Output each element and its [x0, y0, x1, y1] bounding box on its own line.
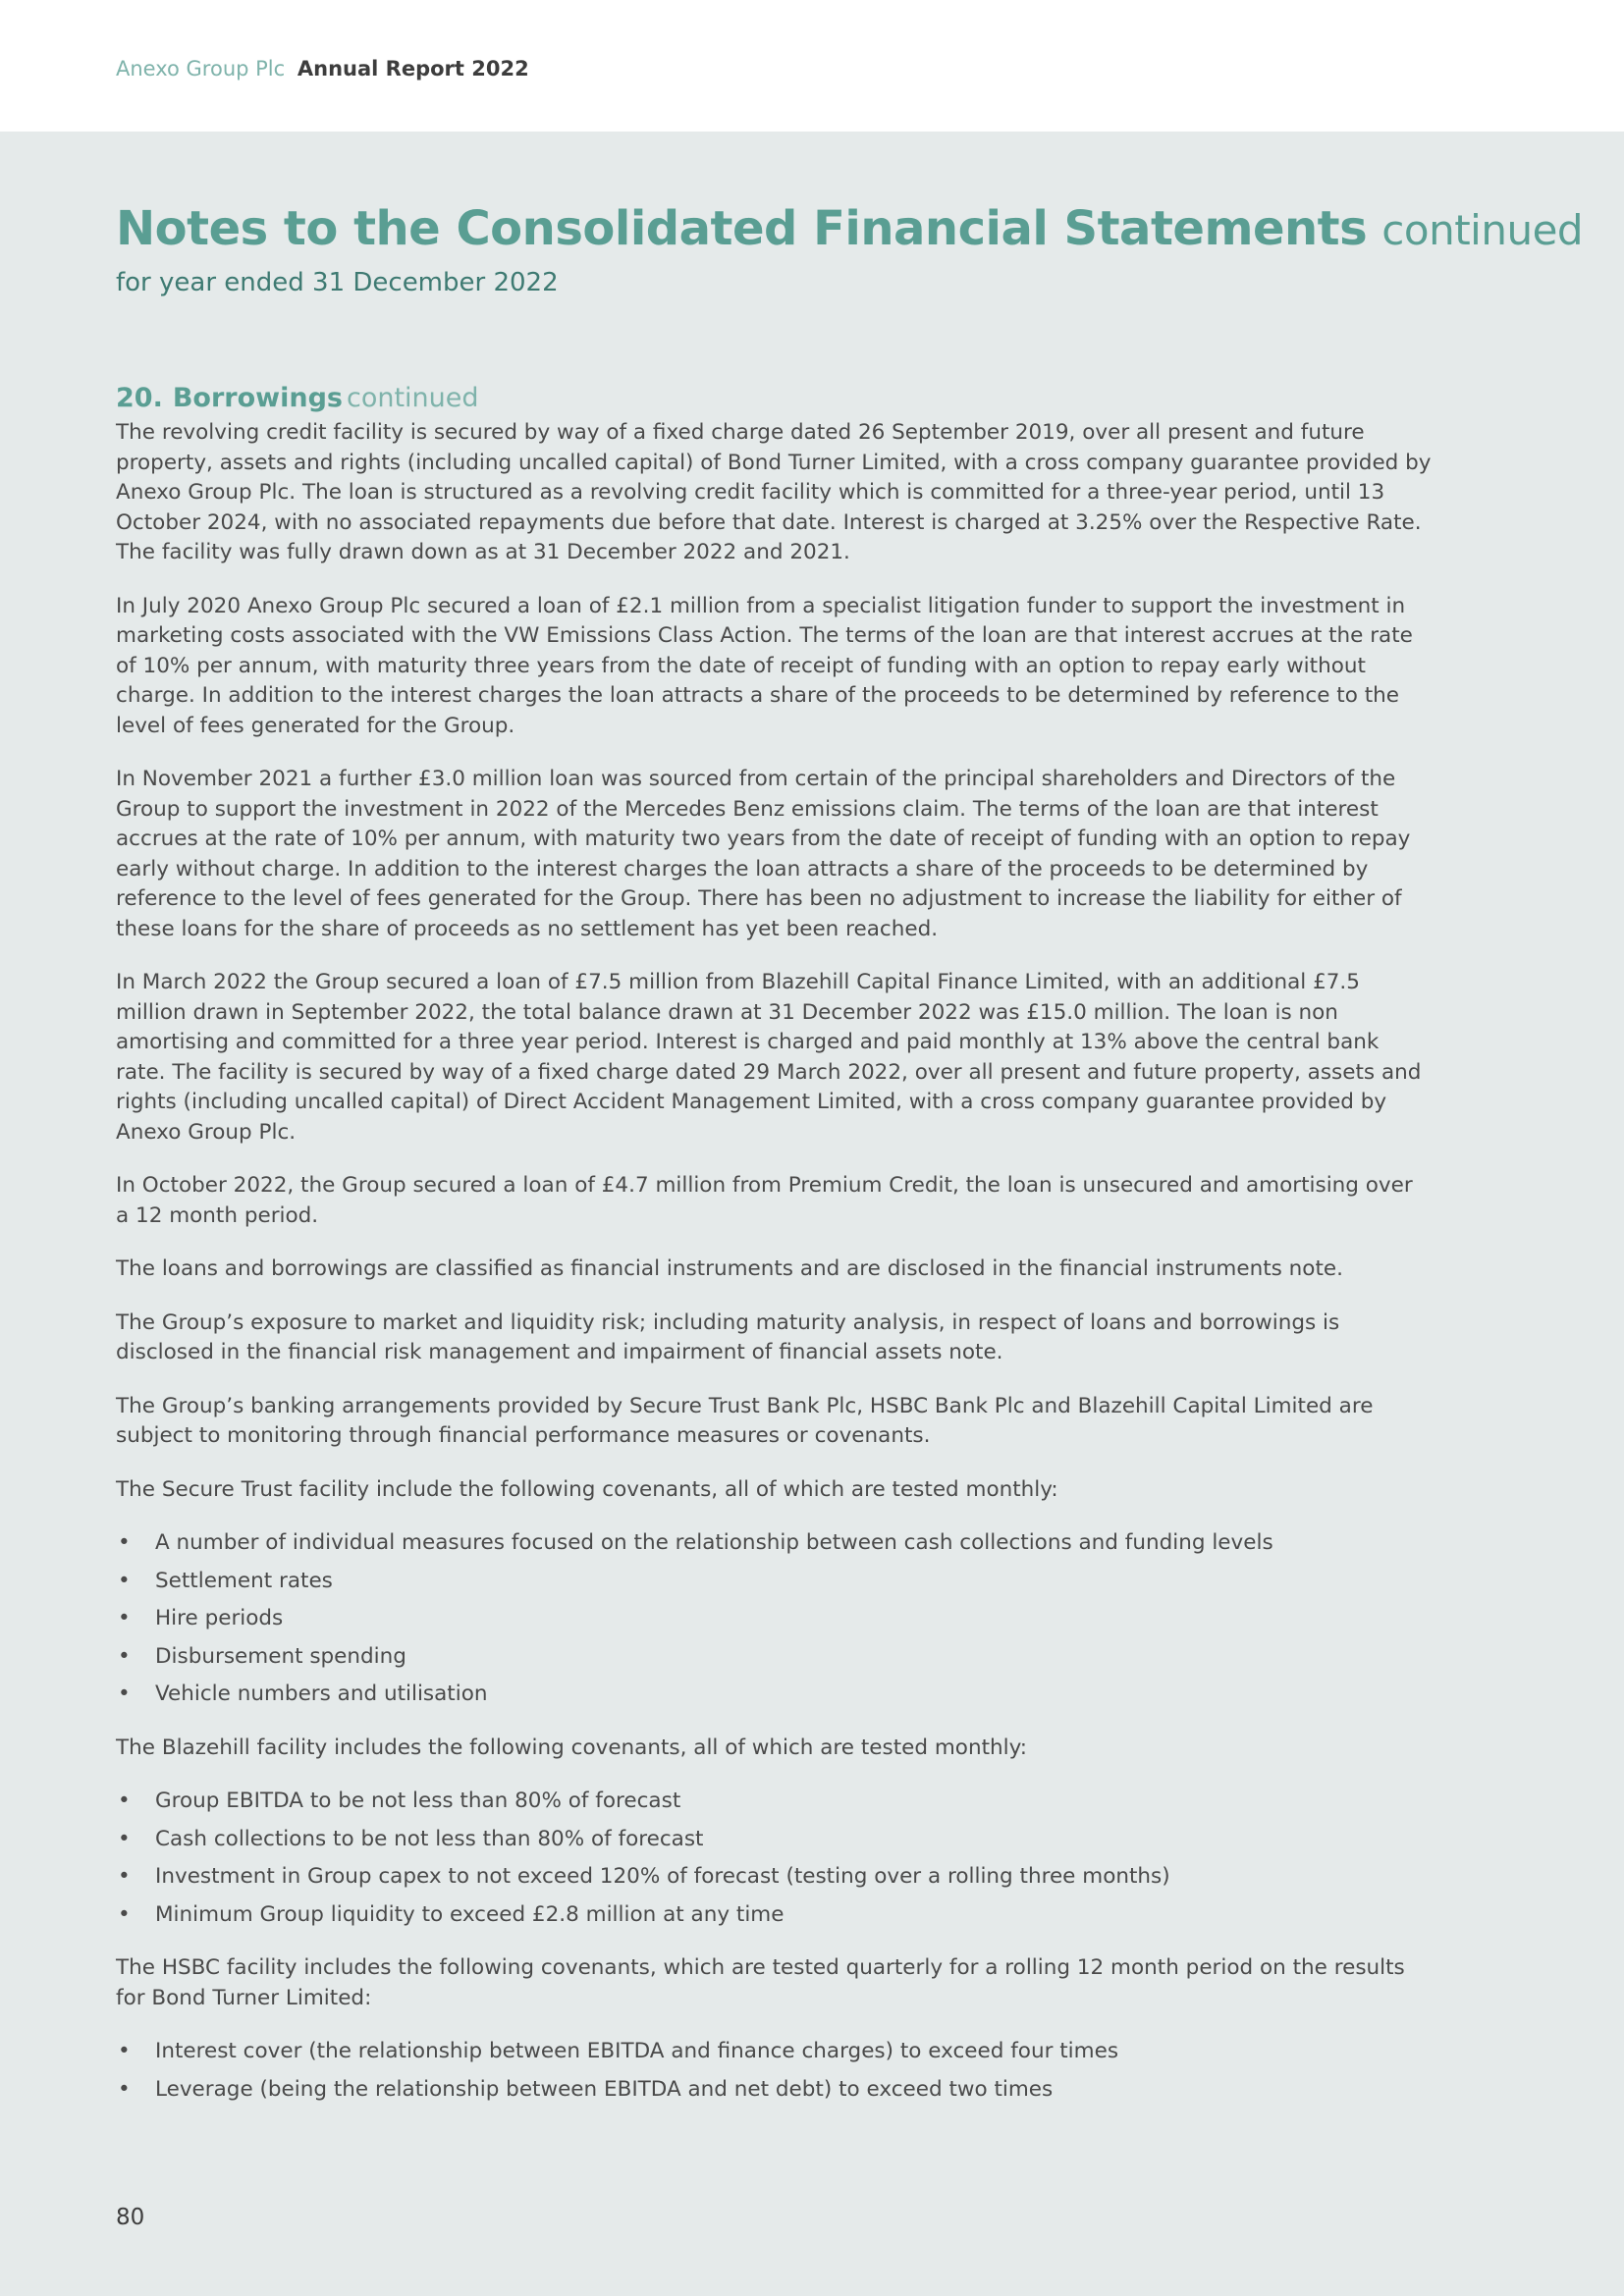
- list-item: [116, 1528, 1432, 1559]
- list-item-text: Minimum Group liquidity to exceed £2.8 million at any time: [155, 1901, 785, 1927]
- page-subtitle: for year ended 31 December 2022: [116, 268, 559, 297]
- bullet-icon: •: [118, 2039, 131, 2063]
- list-item-text: Hire periods: [155, 1606, 284, 1630]
- list-item-text: Investment in Group capex to not exceed 120% of forecast (testing over a rolling three months): [155, 1864, 1170, 1889]
- list-item: [116, 2075, 1432, 2106]
- list-item: [116, 1900, 1432, 1931]
- list-item-text: Leverage (being the relationship between EBITDA and net debt) to exceed two times: [155, 2076, 1054, 2102]
- list-item: [116, 1642, 1432, 1673]
- list-item: [116, 2037, 1432, 2067]
- bullet-icon: •: [118, 1901, 131, 1927]
- list-item: [116, 1862, 1432, 1893]
- secure-trust-intro: The Secure Trust facility include the following covenants, all of which are tested monthly:: [116, 1476, 1058, 1502]
- list-item: [116, 1567, 1432, 1597]
- list-item: [116, 1787, 1432, 1817]
- list-item: [116, 1604, 1432, 1634]
- hsbc-covenants: [116, 2037, 1432, 2105]
- paragraph: The Group’s exposure to market and liquidity risk; including maturity analysis, in respect of loans and borrowings is disclosed in the financial risk management and impairment of financial assets note.: [116, 1309, 1340, 1364]
- page-title-continued: continued: [1381, 206, 1584, 254]
- list-item: [116, 1825, 1432, 1855]
- bullet-icon: •: [118, 1530, 131, 1555]
- hsbc-intro: The HSBC facility includes the following covenants, which are tested quarterly for a rolling 12 month period on the results for Bond Turner Limited:: [116, 1955, 1405, 2010]
- bullet-icon: •: [118, 2076, 131, 2102]
- paragraph: In March 2022 the Group secured a loan of £7.5 million from Blazehill Capital Finance Limited, with an additional £7.5 million drawn in September 2022, the total balance drawn at 31 December 2022 was £15.0 million. The loan is non amortising and committed for a three year period. Interest is charged and paid monthly at 13% above the central bank rate. The facility is secured by way of a fixed charge dated 29 March 2022, over all present and future property, assets and rights (including uncalled capital) of Direct Accident Management Limited, with a cross company guarantee provided by Anexo Group Plc.: [116, 970, 1422, 1145]
- secure-trust-covenants: [116, 1528, 1432, 1710]
- section-title: Borrowings: [172, 383, 343, 413]
- paragraph: In October 2022, the Group secured a loan of £4.7 million from Premium Credit, the loan is unsecured and amortising over a 12 month period.: [116, 1173, 1413, 1228]
- bullet-icon: •: [118, 1826, 131, 1851]
- paragraph: The revolving credit facility is secured by way of a fixed charge dated 26 September 2019, over all present and future property, assets and rights (including uncalled capital) of Bond Turner Limited, with a cross company guarantee provided by Anexo Group Plc. The loan is structured as a revolving credit facility which is committed for a three-year period, until 13 October 2024, with no associated repayments due before that date. Interest is charged at 3.25% over the Respective Rate. The facility was fully drawn down as at 31 December 2022 and 2021.: [116, 420, 1432, 564]
- page-number: 80: [116, 2205, 145, 2230]
- note-content: [116, 381, 1432, 2128]
- page-header: [0, 0, 1624, 132]
- section-number: 20.: [116, 383, 163, 413]
- bullet-icon: •: [118, 1606, 131, 1630]
- title-block: [116, 201, 1584, 297]
- list-item-text: Cash collections to be not less than 80% of forecast: [155, 1826, 704, 1851]
- section-continued: continued: [346, 383, 479, 413]
- paragraph: The loans and borrowings are classified as financial instruments and are disclosed in the financial instruments note.: [116, 1256, 1343, 1281]
- blazehill-covenants: [116, 1787, 1432, 1930]
- bullet-icon: •: [118, 1568, 131, 1593]
- list-item-text: Interest cover (the relationship between EBITDA and finance charges) to exceed four times: [155, 2039, 1119, 2063]
- paragraph: The Group’s banking arrangements provided by Secure Trust Bank Plc, HSBC Bank Plc and Blazehill Capital Limited are subject to monitoring through financial performance measures or covenants.: [116, 1393, 1374, 1448]
- section-heading: [116, 381, 1432, 416]
- list-item-text: Settlement rates: [155, 1568, 333, 1593]
- blazehill-intro: The Blazehill facility includes the following covenants, all of which are tested monthly:: [116, 1735, 1028, 1760]
- bullet-icon: •: [118, 1682, 131, 1706]
- bullet-icon: •: [118, 1643, 131, 1669]
- list-item: [116, 1680, 1432, 1710]
- running-header: [116, 57, 529, 80]
- bullet-icon: •: [118, 1864, 131, 1889]
- paragraph: In November 2021 a further £3.0 million loan was sourced from certain of the principal shareholders and Directors of the Group to support the investment in 2022 of the Mercedes Benz emissions claim. The terms of the loan are that interest accrues at the rate of 10% per annum, with maturity two years from the date of receipt of funding with an option to repay early without charge. In addition to the interest charges the loan attracts a share of the proceeds to be determined by reference to the level of fees generated for the Group. There has been no adjustment to increase the liability for either of these loans for the share of proceeds as no settlement has yet been reached.: [116, 767, 1411, 941]
- list-item-text: Disbursement spending: [155, 1643, 406, 1669]
- list-item-text: A number of individual measures focused on the relationship between cash collections and funding levels: [155, 1530, 1273, 1555]
- page-title-main: Notes to the Consolidated Financial Statements: [116, 201, 1368, 256]
- bullet-icon: •: [118, 1789, 131, 1813]
- report-name: Annual Report 2022: [297, 57, 529, 80]
- page-title: [116, 201, 1584, 256]
- list-item-text: Group EBITDA to be not less than 80% of forecast: [155, 1789, 681, 1813]
- paragraph: In July 2020 Anexo Group Plc secured a loan of £2.1 million from a specialist litigation funder to support the investment in marketing costs associated with the VW Emissions Class Action. The terms of the loan are that interest accrues at the rate of 10% per annum, with maturity three years from the date of receipt of funding with an option to repay early without charge. In addition to the interest charges the loan attracts a share of the proceeds to be determined by reference to the level of fees generated for the Group.: [116, 593, 1413, 738]
- list-item-text: Vehicle numbers and utilisation: [155, 1682, 488, 1706]
- company-name: Anexo Group Plc: [116, 57, 286, 80]
